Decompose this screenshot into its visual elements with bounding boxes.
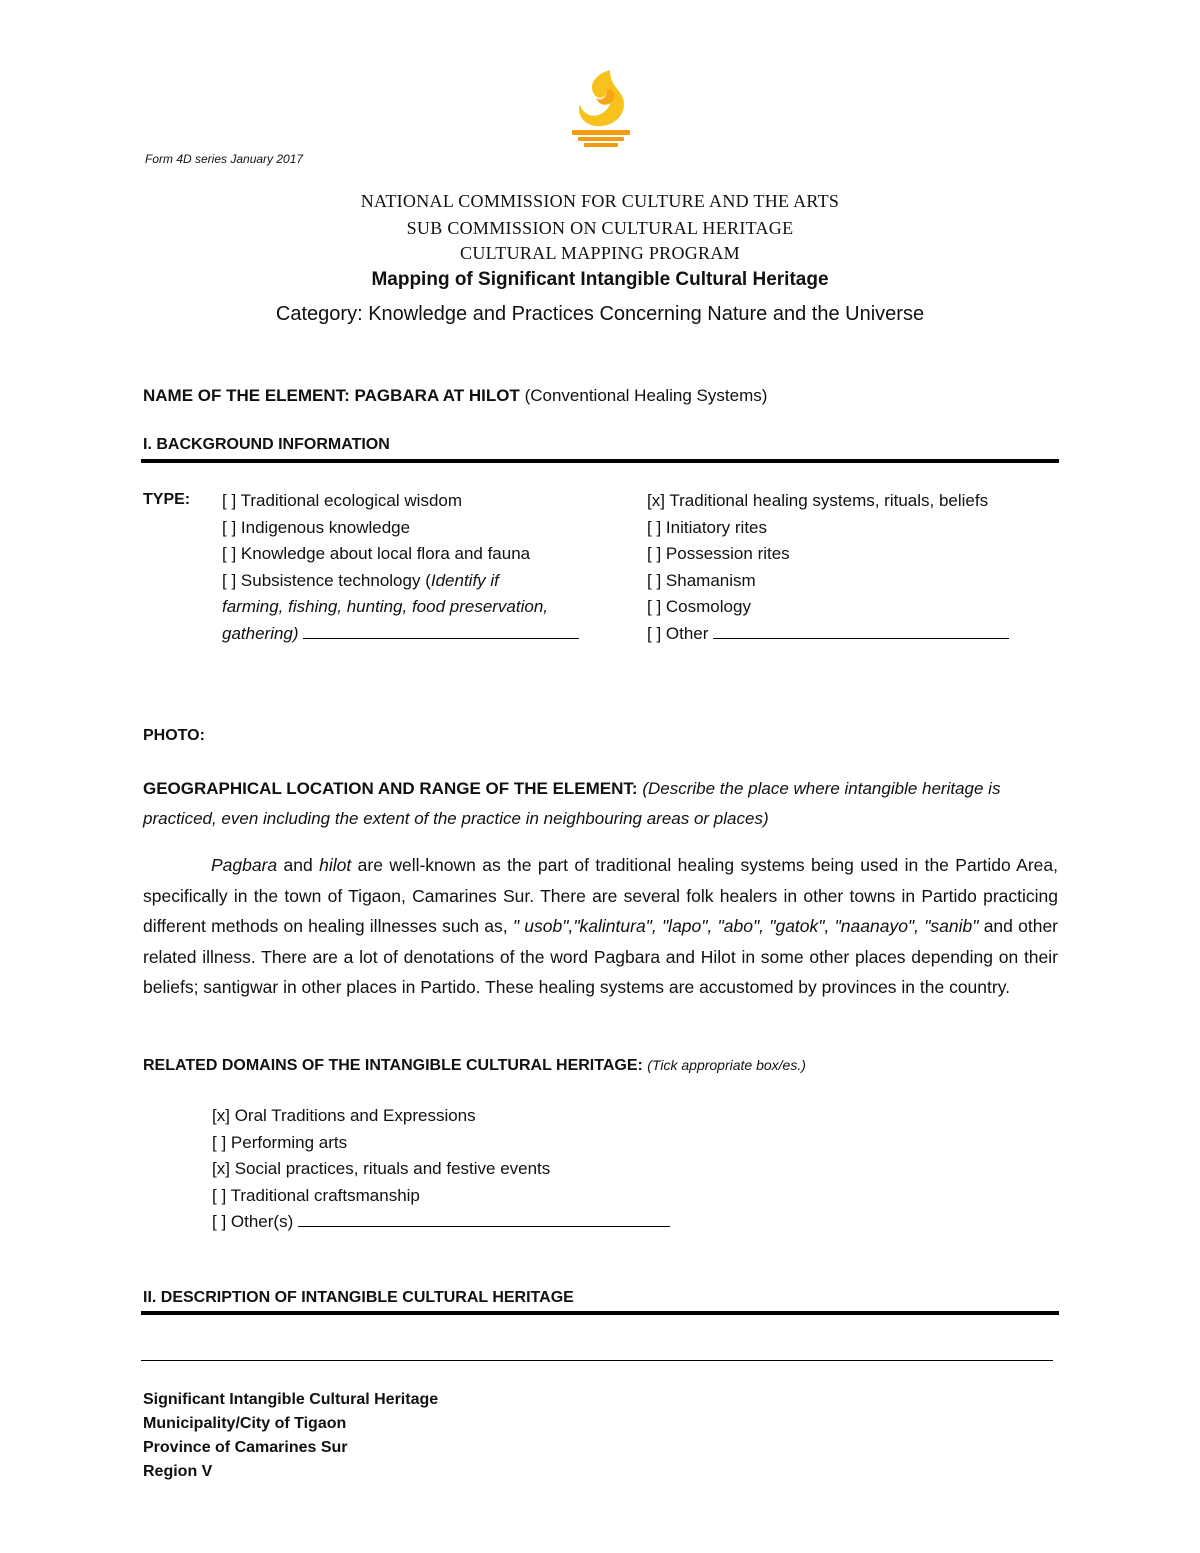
photo-label: PHOTO: <box>143 727 205 744</box>
type-option[interactable]: [ ] Knowledge about local flora and fauna <box>222 544 531 563</box>
type-options-left <box>222 488 579 647</box>
type-option-continuation: farming, fishing, hunting, food preservation, <box>222 597 549 616</box>
section-background-heading: I. BACKGROUND INFORMATION <box>143 436 390 453</box>
type-option[interactable]: [ ] Subsistence technology (Identify if <box>222 570 499 590</box>
section-description-heading: II. DESCRIPTION OF INTANGIBLE CULTURAL HERITAGE <box>143 1289 574 1306</box>
type-option[interactable]: [ ] Cosmology <box>647 597 751 616</box>
footer-line: Province of Camarines Sur <box>143 1439 348 1456</box>
program-name: CULTURAL MAPPING PROGRAM <box>460 243 740 263</box>
domain-option[interactable]: [x] Social practices, rituals and festive events <box>212 1159 551 1178</box>
domains-label: RELATED DOMAINS OF THE INTANGIBLE CULTURAL HERITAGE: <box>143 1057 643 1074</box>
section-divider <box>141 1311 1059 1315</box>
type-option[interactable]: [ ] Possession rites <box>647 544 790 563</box>
sub-commission: SUB COMMISSION ON CULTURAL HERITAGE <box>406 218 794 238</box>
fill-blank[interactable] <box>298 1210 670 1227</box>
domains-heading <box>143 1057 806 1075</box>
geo-label: GEOGRAPHICAL LOCATION AND RANGE OF THE ELEMENT: <box>143 779 638 798</box>
footer-line: Significant Intangible Cultural Heritage <box>143 1391 439 1408</box>
type-option[interactable]: [ ] Traditional ecological wisdom <box>222 491 463 510</box>
element-name-detail: (Conventional Healing Systems) <box>524 386 768 405</box>
type-option[interactable]: [ ] Indigenous knowledge <box>222 517 411 537</box>
type-option[interactable]: [x] Traditional healing systems, rituals, beliefs <box>647 491 989 510</box>
domains-list <box>212 1103 670 1236</box>
domains-hint: (Tick appropriate box/es.) <box>647 1057 806 1073</box>
page-title: Mapping of Significant Intangible Cultural Heritage <box>371 269 829 290</box>
category-line: Category: Knowledge and Practices Concerning Nature and the Universe <box>275 303 925 325</box>
domain-option[interactable]: [x] Oral Traditions and Expressions <box>212 1106 476 1125</box>
type-option[interactable]: [ ] Shamanism <box>647 570 756 590</box>
footer-divider <box>141 1360 1053 1361</box>
footer-line: Municipality/City of Tigaon <box>143 1415 347 1432</box>
domain-option[interactable]: [ ] Other(s) <box>212 1209 670 1236</box>
domain-option[interactable]: [ ] Traditional craftsmanship <box>212 1185 420 1205</box>
form-number: Form 4D series January 2017 <box>145 152 304 166</box>
footer-line: Region V <box>143 1463 213 1480</box>
type-option[interactable]: [ ] Other <box>647 621 1009 648</box>
type-option-continuation: gathering) <box>222 621 579 648</box>
domain-option[interactable]: [ ] Performing arts <box>212 1132 348 1152</box>
type-options-right <box>647 488 1009 647</box>
ncca-flame-logo-icon <box>566 68 636 152</box>
org-name: NATIONAL COMMISSION FOR CULTURE AND THE ARTS <box>360 191 840 211</box>
type-option[interactable]: [ ] Initiatory rites <box>647 517 767 537</box>
element-name <box>143 386 767 406</box>
footer-block <box>143 1388 438 1484</box>
fill-blank[interactable] <box>713 622 1009 639</box>
type-label: TYPE: <box>143 491 191 508</box>
geo-hint: (Describe the place where intangible heritage is practiced, even including the extent of the practice in neighbouring areas or places) <box>143 779 1001 828</box>
fill-blank[interactable] <box>303 622 579 639</box>
geo-paragraph: Pagbara and hilot are well-known as the part of traditional healing systems being used in the Partido Area, specifically in the town of Tigaon, Camarines Sur. There are several folk healers in other towns in Partido practicing different methods on healing illnesses such as, " usob","kalintura", "lapo", "abo", "gatok", "naanayo", "sanib" and other related illness. There are a lot of denotations of the word Pagbara and Hilot in some other places depending on their beliefs; santigwar in other places in Partido. These healing systems are accustomed by provinces in the country. <box>143 855 1058 997</box>
section-divider <box>141 459 1059 463</box>
element-name-label: NAME OF THE ELEMENT: PAGBARA AT HILOT <box>143 386 520 405</box>
geo-heading <box>143 774 1023 834</box>
